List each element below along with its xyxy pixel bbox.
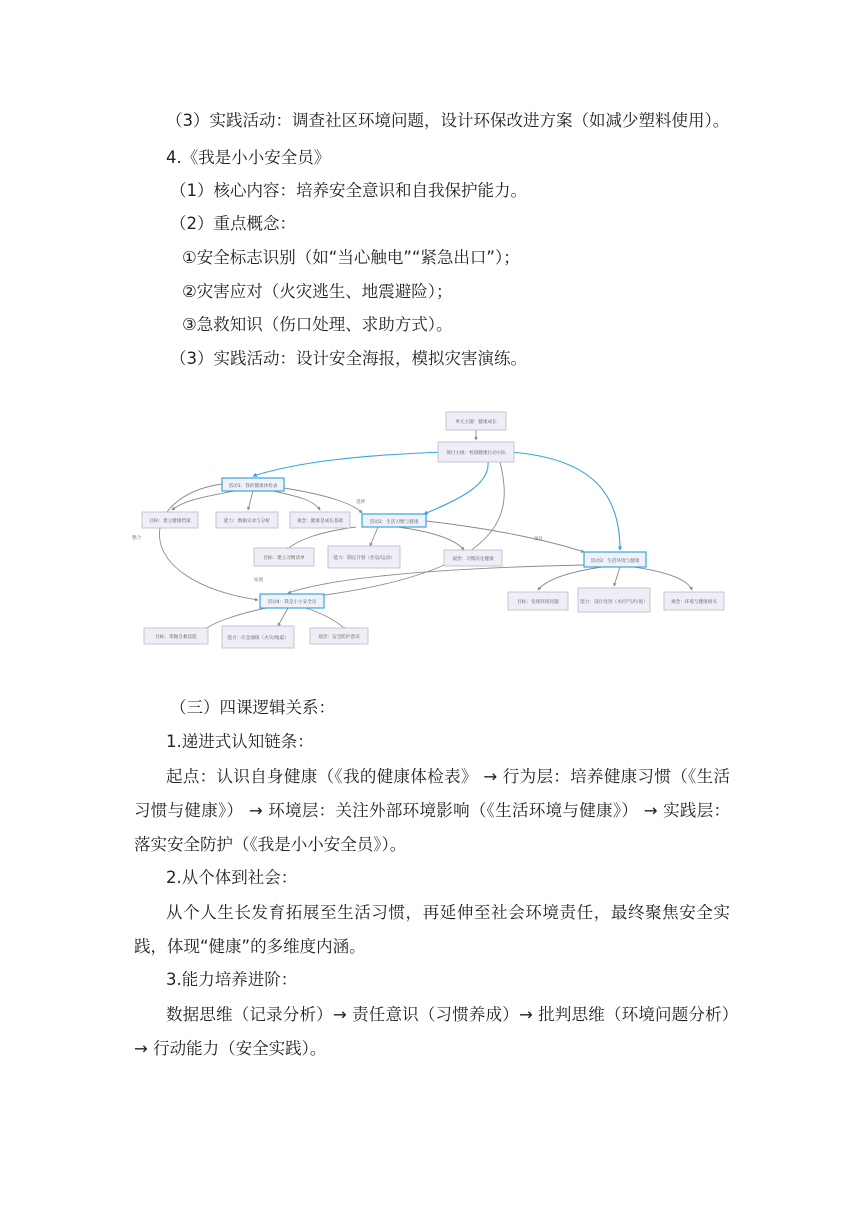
- node-label: 活动3：生活环境与健康: [590, 559, 640, 564]
- node-lesson-2-skill: [328, 546, 400, 568]
- text-line: ①安全标志识别（如“当心触电”“紧急出口”）；: [182, 248, 520, 267]
- node-label: 活动4：我是小小安全员: [267, 600, 317, 605]
- text-line: （1）核心内容：培养安全意识和自我保护能力。: [170, 181, 527, 200]
- node-label: 能力：数据记录与分析: [224, 519, 270, 524]
- item-title: 3.能力培养进阶：: [166, 970, 298, 989]
- node-label: 能力：设计改进（水/空气/垃圾）: [580, 600, 648, 605]
- node-label: 能力：制定计划（作息/运动）: [333, 556, 395, 561]
- node-lesson-4-value: [310, 628, 368, 644]
- edge-label: 延伸: [356, 500, 366, 505]
- item-body: 从个人生长发育拓展至生活习惯，再延伸至社会环境责任，最终聚焦安全实践，体现“健康”的多维度内涵。: [134, 903, 730, 956]
- node-label: 单元主题：健康成长: [455, 420, 497, 425]
- node-label: 观念：环境与健康相关: [671, 600, 717, 605]
- text-line: （3）实践活动：调查社区环境问题，设计环保改进方案（如减少塑料使用）。: [166, 111, 730, 130]
- node-label: 观念：安全防护意识: [318, 635, 360, 640]
- node-project-main: [438, 442, 514, 462]
- node-label: 观念：健康是成长基础: [297, 519, 343, 524]
- lesson-concept-map: [128, 400, 728, 660]
- node-lesson-4: [260, 594, 324, 608]
- node-label: 目标：掌握自救技能: [155, 635, 197, 640]
- node-lesson-2-goal: [254, 548, 314, 566]
- text-line: ②灾害应对（火灾逃生、地震避险）；: [182, 282, 453, 301]
- edge-label: 深化: [534, 537, 544, 542]
- node-label: 能力：应急演练（火灾/地震）: [227, 636, 289, 641]
- edge-label: 拓展: [254, 578, 264, 583]
- node-lesson-3: [584, 552, 646, 567]
- node-label: 目标：建立习惯清单: [263, 556, 305, 561]
- node-lesson-1-goal: [142, 512, 198, 528]
- node-lesson-1-skill: [216, 512, 278, 528]
- node-label: 活动1：我的健康体检表: [228, 484, 278, 489]
- item-body: 数据思维（记录分析）→ 责任意识（习惯养成）→ 批判思维（环境问题分析）→ 行动能力（安全实践）。: [134, 1005, 730, 1058]
- node-lesson-4-skill: [222, 626, 294, 648]
- node-label: 活动2：生活习惯与健康: [369, 520, 419, 525]
- node-lesson-2-value: [444, 550, 502, 566]
- node-lesson-1: [222, 478, 284, 491]
- node-lesson-1-value: [290, 512, 350, 528]
- node-label: 项目主线：校园健康行动小队: [446, 451, 506, 456]
- item-title: 1.递进式认知链条：: [166, 732, 314, 751]
- node-label: 目标：发现环境问题: [517, 600, 559, 605]
- edge-label: 整合: [132, 536, 142, 541]
- node-lesson-4-goal: [144, 628, 208, 644]
- section-heading: （三）四课逻辑关系：: [170, 698, 335, 717]
- node-label: 观念：习惯决定健康: [452, 557, 494, 562]
- text-line: ③急救知识（伤口处理、求助方式）。: [182, 315, 453, 334]
- node-lesson-3-goal: [508, 592, 568, 610]
- text-line: 4.《我是小小安全员》: [166, 148, 331, 167]
- node-lesson-3-value: [664, 592, 724, 610]
- item-body: 起点：认识自身健康（《我的健康体检表》 → 行为层：培养健康习惯（《生活习惯与健康》） → 环境层：关注外部环境影响（《生活环境与健康》） → 实践层：落实安全防护（《我是小小安全员》）。: [134, 767, 730, 854]
- node-lesson-3-skill: [578, 588, 650, 612]
- text-line: （3）实践活动：设计安全海报，模拟灾害演练。: [170, 349, 527, 368]
- node-label: 目标：建立健康档案: [149, 519, 191, 524]
- node-lesson-2: [362, 514, 426, 527]
- text-line: （2）重点概念：: [170, 214, 296, 233]
- node-unit-theme: [446, 412, 506, 430]
- item-title: 2.从个体到社会：: [166, 868, 298, 887]
